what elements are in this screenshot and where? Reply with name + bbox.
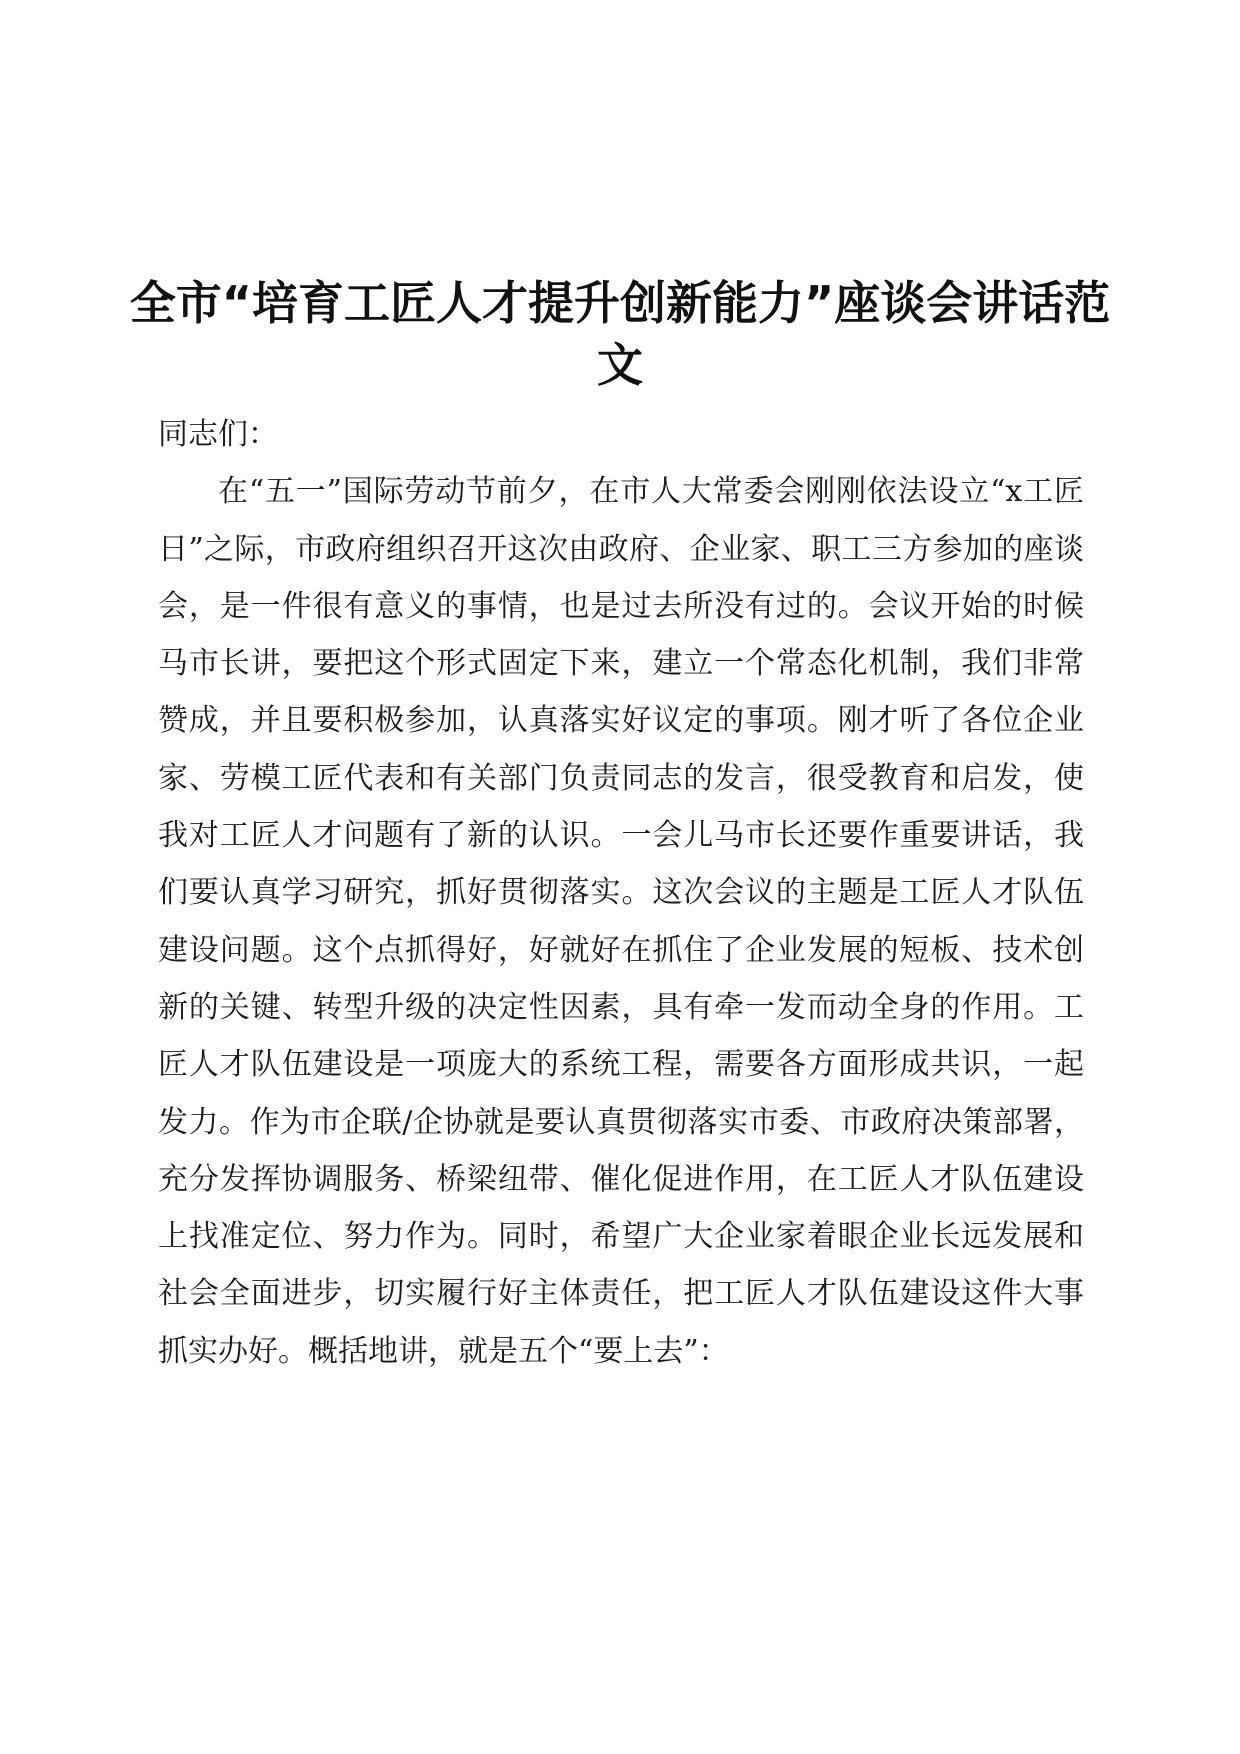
document-body bbox=[158, 406, 1084, 1380]
salutation: 同志们： bbox=[158, 417, 278, 452]
document-title: 全市“培育工匠人才提升创新能力”座谈会讲话范文 bbox=[129, 276, 1111, 392]
body-paragraph: 在“五一”国际劳动节前夕，在市人大常委会刚刚依法设立“x工匠日”之际，市政府组织召开这次由政府、企业家、职工三方参加的座谈会，是一件很有意义的事情，也是过去所没有过的。会议开始的时候马市长讲，要把这个形式固定下来，建立一个常态化机制，我们非常赞成，并且要积极参加，认真落实好议定的事项。刚才听了各位企业家、劳模工匠代表和有关部门负责同志的发言，很受教育和启发，使我对工匠人才问题有了新的认识。一会儿马市长还要作重要讲话，我们要认真学习研究，抓好贯彻落实。这次会议的主题是工匠人才队伍建设问题。这个点抓得好，好就好在抓住了企业发展的短板、技术创新的关键、转型升级的决定性因素，具有牵一发而动全身的作用。工匠人才队伍建设是一项庞大的系统工程，需要各方面形成共识，一起发力。作为市企联/企协就是要认真贯彻落实市委、市政府决策部署，充分发挥协调服务、桥梁纽带、催化促进作用，在工匠人才队伍建设上找准定位、努力作为。同时，希望广大企业家着眼企业长远发展和社会全面进步，切实履行好主体责任，把工匠人才队伍建设这件大事抓实办好。概括地讲，就是五个“要上去”： bbox=[158, 474, 1084, 1369]
